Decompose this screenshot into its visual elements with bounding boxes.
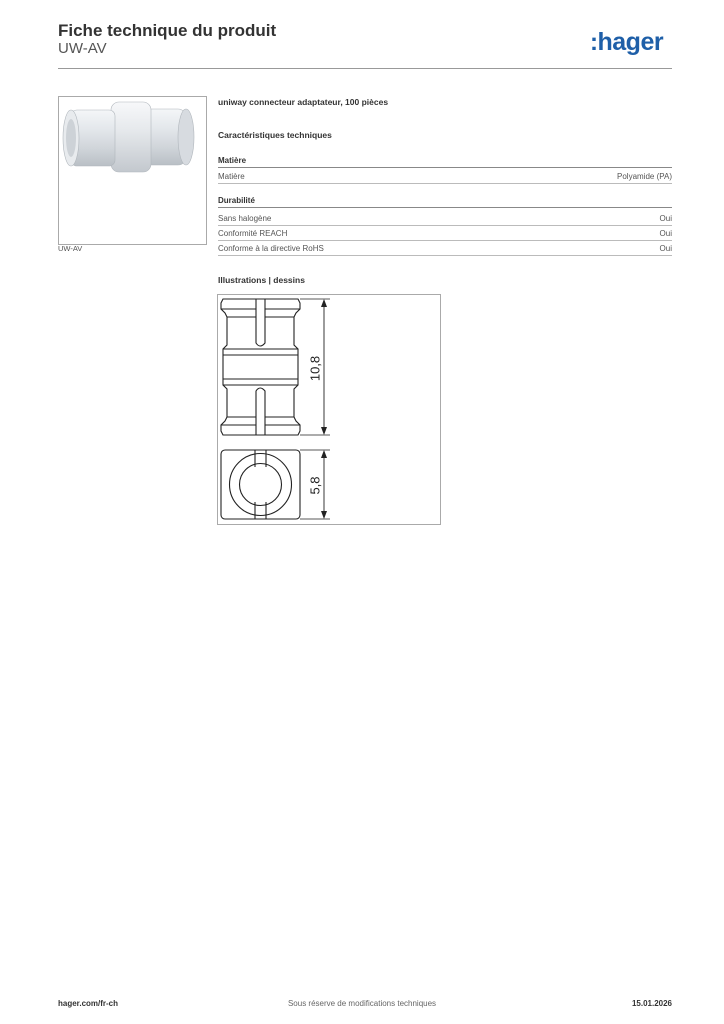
spec-value: Oui — [659, 243, 672, 253]
page-title: Fiche technique du produit — [58, 21, 277, 40]
header-divider — [58, 68, 672, 69]
group-title-durability: Durabilité — [218, 196, 672, 208]
spec-value: Polyamide (PA) — [617, 171, 672, 181]
spec-label: Conforme à la directive RoHS — [218, 243, 324, 253]
footer-website: hager.com/fr-ch — [58, 999, 119, 1008]
footer-date: 15.01.2026 — [631, 999, 672, 1008]
dimension-height-label: 10,8 — [307, 355, 323, 382]
spec-value: Oui — [659, 213, 672, 223]
brand-logo-text: hager — [597, 28, 664, 56]
illustrations-title: Illustrations | dessins — [218, 275, 305, 285]
spec-row — [218, 169, 672, 184]
footer-disclaimer: Sous réserve de modifications techniques — [287, 999, 437, 1008]
product-description: uniway connecteur adaptateur, 100 pièces — [218, 97, 389, 107]
technical-drawing — [217, 294, 441, 525]
product-code: UW-AV — [58, 40, 107, 57]
connector-illustration — [59, 97, 206, 244]
specs-section-title: Caractéristiques techniques — [218, 130, 332, 140]
image-caption: UW-AV — [58, 244, 83, 253]
brand-logo: :hager — [590, 28, 664, 56]
spec-label: Sans halogène — [218, 213, 272, 223]
spec-value: Oui — [659, 228, 672, 238]
dimension-drawing — [218, 295, 440, 524]
spec-label: Matière — [218, 171, 245, 181]
group-title-material: Matière — [218, 156, 672, 168]
spec-row — [218, 211, 672, 226]
dimension-diameter-label: 5,8 — [307, 476, 323, 495]
spec-row — [218, 241, 672, 256]
spec-row — [218, 226, 672, 241]
spec-label: Conformité REACH — [218, 228, 288, 238]
product-image — [58, 96, 207, 245]
